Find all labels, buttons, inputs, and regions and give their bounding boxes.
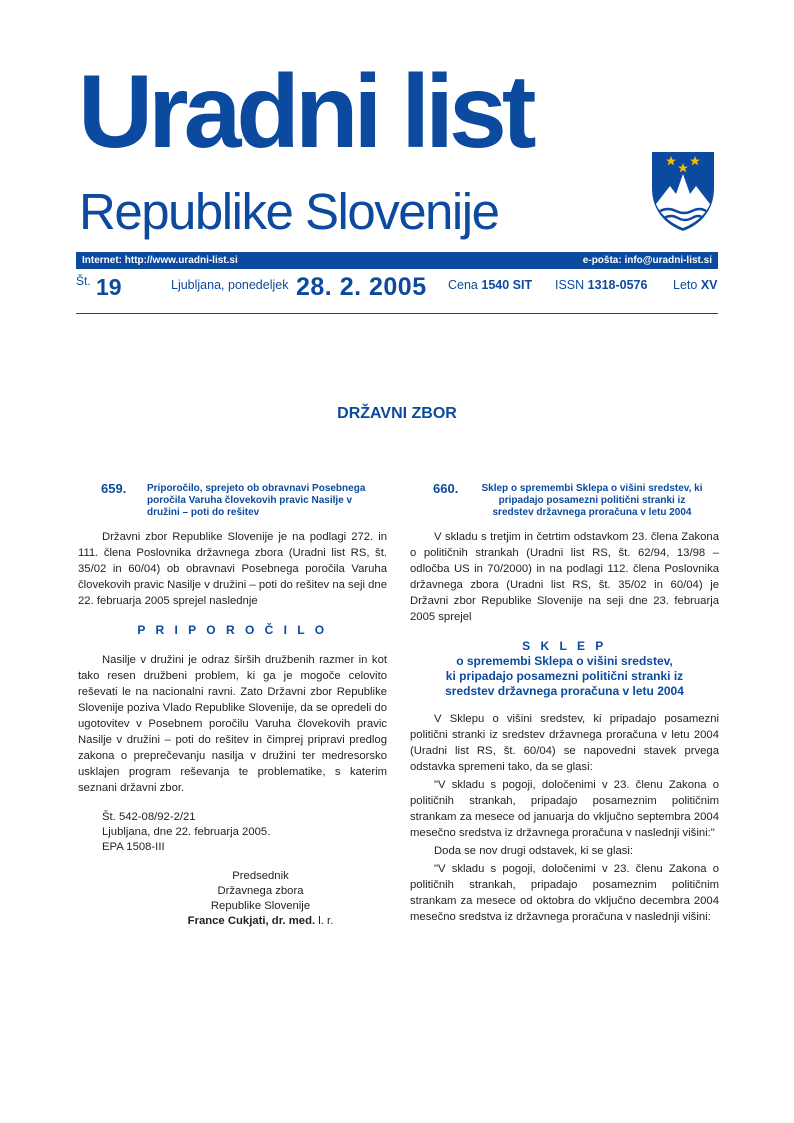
issue-info-row xyxy=(76,272,718,306)
article-paragraph: "V skladu s pogoji, določenimi v 23. členu Zakona o političnih strankah, pripadajo posameznim političnim strankam za mesece od oktobra do vključno decembra 2004 mesečno sredstva iz državnega proračuna v naslednji višini: xyxy=(410,863,719,923)
article-subheading: o spremembi Sklepa o višini sredstev, xyxy=(456,654,673,668)
reference-epa: EPA 1508-III xyxy=(102,841,165,853)
masthead-contact-bar xyxy=(76,252,718,269)
article-paragraph: Doda se nov drugi odstavek, ki se glasi: xyxy=(434,845,634,857)
reference-number: Št. 542-08/92-2/21 xyxy=(102,811,196,823)
article-title: Sklep o spremembi Sklepa o višini sredstev, ki pripadajo posamezni politični stranki iz sredstev državnega proračuna v letu 2004 xyxy=(481,483,703,518)
signature-role: Predsednik xyxy=(232,870,289,882)
year-value: XV xyxy=(700,278,718,292)
article-paragraph: "V skladu s pogoji, določenimi v 23. členu Zakona o političnih strankah, pripadajo posameznim političnim strankam za mesece od januarja do vključno septembra 2004 mesečno sredstva iz državnega proračuna v naslednji višini:" xyxy=(410,779,719,839)
reference-place-date: Ljubljana, dne 22. februarja 2005. xyxy=(102,826,271,838)
article-subheading: sredstev državnega proračuna v letu 2004 xyxy=(445,684,684,698)
issn-value: 1318-0576 xyxy=(587,278,648,292)
masthead-title: Uradni list xyxy=(78,54,532,170)
article-intro: Državni zbor Republike Slovenije je na podlagi 272. in 111. člena Poslovnika državnega zbora (Uradni list RS, št. 35/02 in 60/04) ob obravnavi Posebnega poročila Varuha človekovih pravic Nasilje v družini – poti do rešitev na seji dne 22. februarja 2005 sprejel naslednje xyxy=(78,531,387,607)
issue-number: 19 xyxy=(96,274,122,300)
article-subheading: ki pripadajo posamezni politični stranki iz xyxy=(445,669,684,683)
masthead-subtitle: Republike Slovenije xyxy=(79,183,499,240)
signature-name: France Cukjati, dr. med. xyxy=(187,915,316,927)
article-body: Nasilje v družini je odraz širših družbenih razmer in kot tako resen družbeni problem, ki ga je mogoče celovito reševati le na nacionalni ravni. Zato Državni zbor Republike Slovenije poziva Vlado Republike Slovenije, da se opredeli do ugotovitev v Posebnem poročilu Varuha človekovih pravic Nasilje v družini – poti do rešitev in čimprej pripravi predlog zakona o preprečevanju nasilja v družini ter medresorsko usklajen program reševanja te problematike, s katerim seznani državni zbor. xyxy=(78,654,387,794)
price-label: Cena xyxy=(448,278,478,292)
section-title: DRŽAVNI ZBOR xyxy=(337,405,457,422)
article-number: 660. xyxy=(433,481,459,496)
email-link[interactable]: e-pošta: info@uradni-list.si xyxy=(582,255,712,266)
article-659 xyxy=(78,481,387,929)
signature-name-line xyxy=(78,914,387,929)
article-heading: P R I P O R O Č I L O xyxy=(137,623,328,637)
signature-suffix: l. r. xyxy=(315,915,334,927)
article-heading: S K L E P xyxy=(522,639,607,653)
signature-role: Republike Slovenije xyxy=(210,900,311,912)
coat-of-arms-icon xyxy=(648,148,718,234)
article-660 xyxy=(410,481,719,925)
year-label: Leto xyxy=(673,278,698,292)
signature-role: Državnega zbora xyxy=(217,885,304,897)
issue-issn xyxy=(555,278,647,292)
price-value: 1540 SIT xyxy=(481,278,533,292)
article-number: 659. xyxy=(101,481,127,496)
article-intro: V skladu s tretjim in četrtim odstavkom 23. člena Zakona o političnih strankah (Uradni list RS, št. 62/94, 13/98 – odločba US in 70/2000) in na podlagi 112. člena Poslovnika državnega zbora (Uradni list RS, št. 35/02 in 60/04) je Državni zbor Republike Slovenije na seji dne 23. februarja 2005 sprejel xyxy=(410,531,719,623)
issue-price xyxy=(448,278,532,292)
issue-date: 28. 2. 2005 xyxy=(296,273,427,301)
issue-number-label: Št. xyxy=(76,274,91,288)
article-paragraph: V Sklepu o višini sredstev, ki pripadajo posamezni politični stranki iz sredstev državnega proračuna v letu 2004 (Uradni list RS, št. 60/04) se napovedni stavek prvega odstavka spremeni tako, da se glasi: xyxy=(410,713,719,773)
article-title: Priporočilo, sprejeto ob obravnavi Posebnega poročila Varuha človekovih pravic Nasilje v družini – poti do rešitev xyxy=(147,483,366,518)
issue-place: Ljubljana, ponedeljek xyxy=(171,278,289,292)
issn-label: ISSN xyxy=(555,278,585,292)
header-divider xyxy=(76,313,718,314)
issue-year xyxy=(673,278,718,292)
internet-link[interactable]: Internet: http://www.uradni-list.si xyxy=(82,255,238,266)
